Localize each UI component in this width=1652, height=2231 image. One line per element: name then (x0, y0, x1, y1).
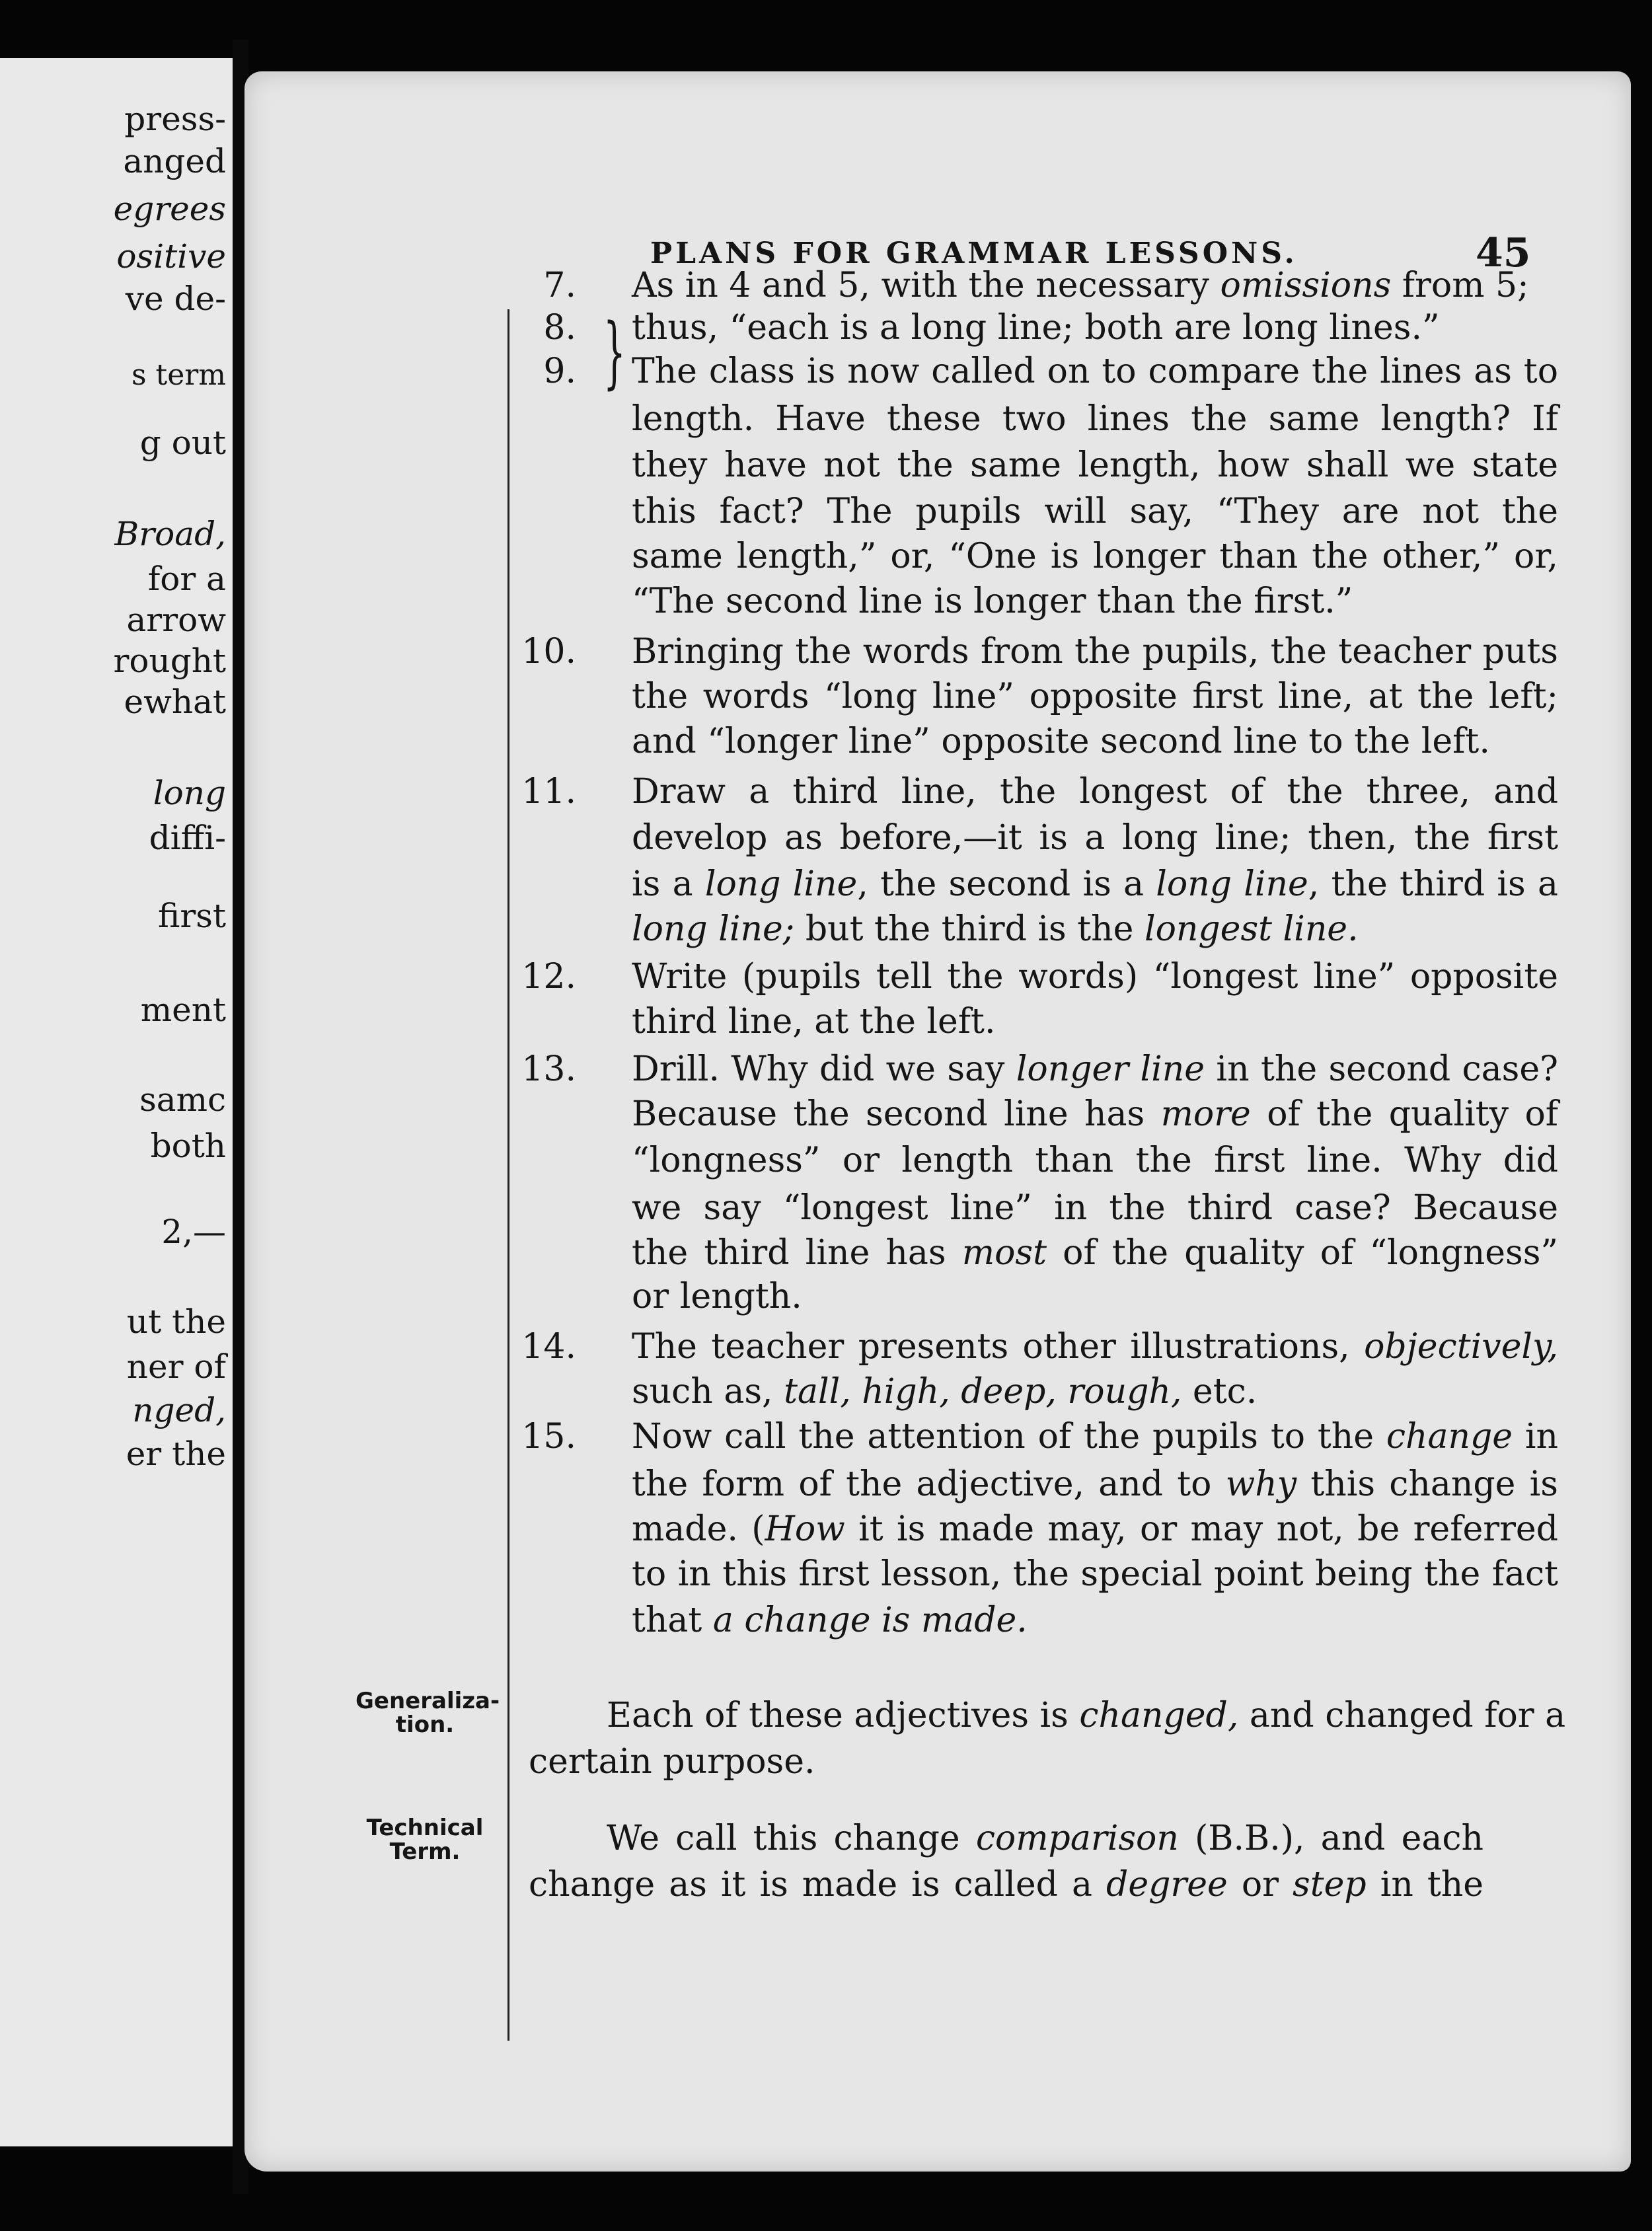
facing-page-fragment (0, 58, 239, 2146)
facing-page-text: long (153, 774, 226, 812)
item-text-line: same length,” or, “One is longer than the other,” or, (632, 537, 1558, 576)
item-text-line: “The second line is longer than the first.” (632, 582, 1353, 621)
technical-term-note-line: Technical (366, 1815, 484, 1841)
item-number: 9. (543, 352, 576, 391)
facing-page-text: anged (123, 142, 226, 180)
item-text-line: this fact? The pupils will say, “They are not the (632, 492, 1558, 531)
item-text-line: Because the second line has more of the quality of (632, 1094, 1558, 1134)
generalization-note-line: Generaliza- (356, 1688, 500, 1714)
facing-page-text: g out (139, 424, 226, 462)
item-text-line: made. (How it is made may, or may not, be referred (632, 1509, 1558, 1549)
item-text-line: the third line has most of the quality of “longness” (632, 1233, 1558, 1273)
facing-page-text: samc (139, 1080, 226, 1119)
technical-term-paragraph-line: We call this change comparison (B.B.), and each (607, 1819, 1483, 1858)
technical-term-note (356, 1816, 494, 1864)
generalization-paragraph-line: certain purpose. (529, 1742, 815, 1782)
item-number: 13. (521, 1049, 576, 1089)
item-text-line: develop as before,—it is a long line; then, the first (632, 818, 1558, 858)
item-text-line: thus, “each is a long line; both are long lines.” (632, 308, 1440, 348)
item-text-line: long line; but the third is the longest line. (632, 909, 1359, 949)
item-number: 12. (521, 957, 576, 997)
facing-page-text: nged, (132, 1391, 226, 1429)
facing-page-text: both (150, 1127, 226, 1165)
facing-page-text: press- (124, 100, 226, 138)
item-text-line: that a change is made. (632, 1601, 1028, 1640)
book-page (244, 71, 1631, 2172)
facing-page-text: ment (140, 991, 226, 1029)
item-text-line: Drill. Why did we say longer line in the second case? (632, 1049, 1559, 1089)
item-text-line: Bringing the words from the pupils, the teacher puts (632, 632, 1558, 671)
brace-mark: } (603, 306, 626, 397)
facing-page-text: ewhat (124, 683, 226, 721)
item-text-line: to in this first lesson, the special point being the fact (632, 1554, 1558, 1594)
item-text-line: such as, tall, high, deep, rough, etc. (632, 1372, 1258, 1412)
facing-page-text: egrees (113, 190, 226, 228)
facing-page-text: ve de- (125, 280, 226, 318)
facing-page-text: Broad, (114, 515, 226, 553)
margin-rule (507, 309, 509, 2041)
item-text-line: “longness” or length than the first line. Why did (632, 1141, 1558, 1180)
facing-page-text: first (157, 897, 226, 935)
item-text-line: Now call the attention of the pupils to the change in (632, 1417, 1558, 1456)
item-text-line: length. Have these two lines the same length? If (632, 399, 1558, 439)
item-number: 14. (521, 1327, 576, 1367)
generalization-paragraph-line: Each of these adjectives is changed, and changed for a (607, 1696, 1566, 1735)
facing-page-text: s term (131, 358, 226, 392)
facing-page-text: for a (147, 560, 226, 598)
item-text-line: The teacher presents other illustrations, objectively, (632, 1327, 1558, 1367)
facing-page-text: ner of (126, 1347, 226, 1386)
item-number: 10. (521, 632, 576, 671)
item-text-line: they have not the same length, how shall we state (632, 445, 1558, 485)
facing-page-text: rought (113, 642, 226, 680)
page-number: 45 (1476, 230, 1531, 276)
item-text-line: or length. (632, 1277, 802, 1316)
item-text-line: and “longer line” opposite second line to the left. (632, 722, 1490, 761)
item-text-line: Write (pupils tell the words) “longest line” opposite (632, 957, 1558, 997)
facing-page-text: ositive (116, 237, 226, 276)
generalization-note-line: tion. (395, 1712, 455, 1738)
item-number: 11. (521, 772, 576, 812)
item-text-line: As in 4 and 5, with the necessary omissions from 5; (632, 266, 1529, 305)
item-text-line: the words “long line” opposite first line, at the left; (632, 677, 1558, 716)
facing-page-text: diffi- (149, 819, 226, 857)
facing-page-text: arrow (126, 601, 226, 639)
generalization-note (356, 1688, 500, 1738)
facing-page-text: 2,— (161, 1213, 226, 1251)
item-text-line: we say “longest line” in the third case? Because (632, 1188, 1558, 1228)
technical-term-note-line: Term. (389, 1838, 461, 1865)
item-text-line: The class is now called on to compare the lines as to (632, 352, 1558, 391)
item-number: 7. (543, 266, 576, 305)
item-text-line: third line, at the left. (632, 1002, 996, 1041)
facing-page-text: ut the (126, 1303, 226, 1341)
item-text-line: the form of the adjective, and to why this change is (632, 1464, 1558, 1504)
item-text-line: Draw a third line, the longest of the three, and (632, 772, 1558, 812)
facing-page-text: er the (126, 1435, 226, 1473)
running-header: PLANS FOR GRAMMAR LESSONS. (650, 237, 1298, 270)
item-text-line: is a long line, the second is a long line, the third is a (632, 864, 1558, 904)
item-number: 8. (543, 308, 576, 348)
technical-term-paragraph-line: change as it is made is called a degree or step in the (529, 1865, 1483, 1905)
item-number: 15. (521, 1417, 576, 1456)
